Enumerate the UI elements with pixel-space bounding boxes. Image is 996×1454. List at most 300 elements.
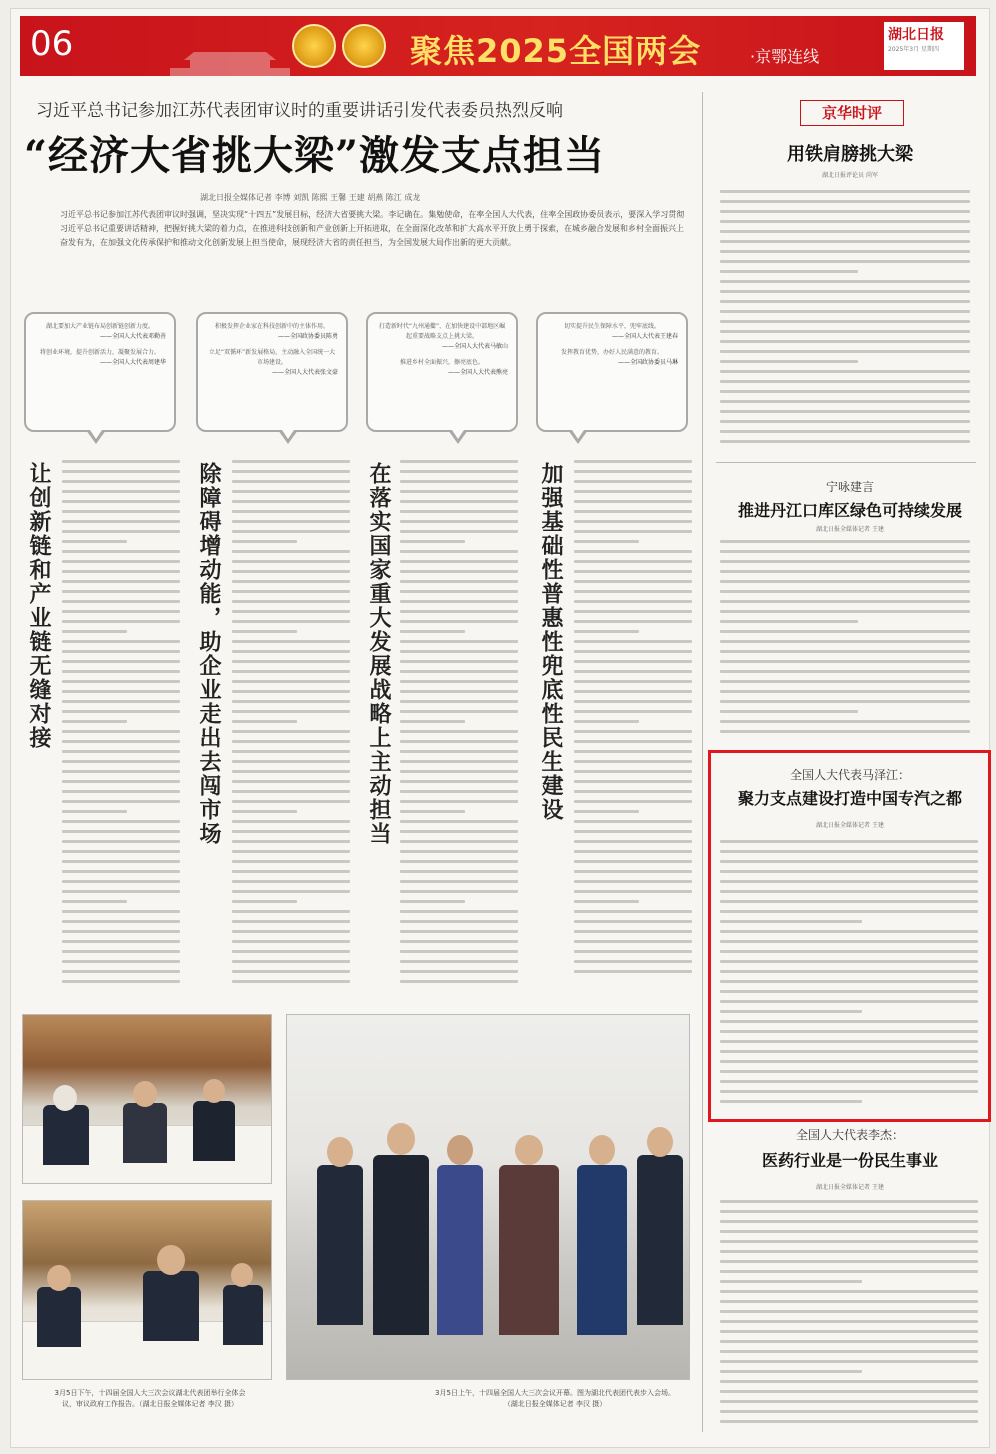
text-line — [62, 750, 180, 753]
text-line — [232, 970, 350, 973]
text-line — [720, 880, 978, 883]
text-line — [400, 720, 465, 723]
text-line — [574, 900, 639, 903]
quote-bubble — [366, 312, 518, 432]
text-line — [720, 1400, 978, 1403]
tiananmen-silhouette-icon — [170, 50, 290, 76]
text-line — [720, 1340, 978, 1343]
text-line — [720, 230, 970, 233]
text-line — [400, 830, 518, 833]
text-line — [232, 810, 297, 813]
text-line — [400, 920, 518, 923]
text-line — [720, 1070, 978, 1073]
text-line — [400, 610, 518, 613]
text-line — [400, 520, 518, 523]
text-line — [400, 620, 518, 623]
page-number: 06 — [30, 24, 74, 64]
masthead-date: 2025年3月 星期四 — [888, 46, 939, 53]
text-line — [62, 910, 180, 913]
text-line — [574, 510, 692, 513]
text-line — [720, 340, 970, 343]
text-line — [574, 910, 692, 913]
photo-person-head — [327, 1137, 353, 1167]
text-line — [62, 950, 180, 953]
text-line — [574, 860, 692, 863]
text-line — [232, 750, 350, 753]
text-line — [62, 670, 180, 673]
text-line — [62, 900, 127, 903]
text-line — [232, 890, 350, 893]
photo-person-head — [647, 1127, 673, 1157]
text-line — [400, 860, 518, 863]
text-line — [62, 720, 127, 723]
text-line — [400, 540, 465, 543]
main-title: “经济大省挑大梁”激发支点担当 — [24, 132, 606, 179]
text-line — [720, 970, 978, 973]
text-line — [62, 480, 180, 483]
text-line — [720, 980, 978, 983]
text-line — [232, 500, 350, 503]
text-line — [720, 1230, 978, 1233]
text-line — [720, 1100, 862, 1103]
photo-person-head — [53, 1085, 77, 1111]
text-line — [574, 550, 692, 553]
text-line — [400, 500, 518, 503]
commentary-body-text — [720, 190, 970, 450]
text-line — [720, 960, 978, 963]
text-line — [574, 560, 692, 563]
text-line — [400, 510, 518, 513]
text-line — [720, 400, 970, 403]
bubble-quote: 发挥教育优势，办好人民满意的教育。 — [560, 349, 663, 356]
text-line — [400, 770, 518, 773]
text-line — [62, 470, 180, 473]
text-line — [232, 660, 350, 663]
text-line — [574, 770, 692, 773]
text-line — [400, 730, 518, 733]
text-line — [232, 460, 350, 463]
text-line — [62, 960, 180, 963]
column-title: 除障碍增动能，助企业走出去闯市场 — [196, 462, 221, 846]
text-line — [720, 870, 978, 873]
text-line — [232, 520, 350, 523]
text-line — [62, 770, 180, 773]
text-line — [62, 610, 180, 613]
text-line — [720, 350, 970, 353]
text-line — [720, 690, 970, 693]
text-line — [574, 820, 692, 823]
photo-person — [317, 1165, 363, 1325]
text-line — [232, 550, 350, 553]
text-line — [574, 710, 692, 713]
text-line — [720, 700, 970, 703]
photo-person — [577, 1165, 627, 1335]
text-line — [232, 760, 350, 763]
page-banner — [20, 16, 976, 76]
text-line — [574, 490, 692, 493]
text-line — [62, 580, 180, 583]
text-line — [720, 950, 978, 953]
text-line — [62, 500, 180, 503]
text-line — [574, 570, 692, 573]
bubble-quote: 打造新时代“九州通衢”，在加快建设中部地区崛起重要战略支点上挑大梁。 — [378, 323, 506, 340]
text-line — [62, 690, 180, 693]
photo-person-head — [447, 1135, 473, 1165]
text-line — [232, 610, 350, 613]
bubble-speaker: ——全国人大代表王建春 — [611, 333, 678, 340]
text-line — [400, 930, 518, 933]
text-line — [232, 840, 350, 843]
text-line — [720, 670, 970, 673]
column-title: 加强基础性普惠性兜底性民生建设 — [538, 462, 563, 822]
text-line — [400, 560, 518, 563]
text-line — [574, 620, 692, 623]
text-line — [62, 630, 127, 633]
text-line — [574, 610, 692, 613]
text-line — [720, 370, 970, 373]
text-line — [720, 1200, 978, 1203]
story4-kicker: 全国人大代表李杰： — [795, 1128, 904, 1142]
text-line — [574, 830, 692, 833]
quote-bubble — [196, 312, 348, 432]
text-line — [720, 1350, 978, 1353]
text-line — [62, 800, 180, 803]
text-line — [720, 1310, 978, 1313]
story3-kicker: 全国人大代表马泽江： — [789, 768, 910, 782]
text-line — [720, 1370, 862, 1373]
text-line — [400, 760, 518, 763]
photo-person-head — [231, 1263, 253, 1287]
text-line — [720, 1300, 978, 1303]
photo-person-head — [47, 1265, 71, 1291]
text-line — [232, 800, 350, 803]
bubble-speaker: ——全国人大代表马敏山 — [441, 343, 508, 350]
text-line — [232, 860, 350, 863]
text-line — [400, 470, 518, 473]
text-line — [574, 970, 692, 973]
text-line — [62, 520, 180, 523]
text-line — [720, 200, 970, 203]
column-body-text — [574, 460, 692, 980]
text-line — [574, 940, 692, 943]
text-line — [232, 930, 350, 933]
text-line — [574, 700, 692, 703]
text-line — [400, 580, 518, 583]
text-line — [232, 590, 350, 593]
story3-title: 聚力支点建设打造中国专汽之都 — [737, 789, 962, 808]
photo-caption-right: 3月5日上午，十四届全国人大三次会议开幕。图为湖北代表团代表步入会场。（湖北日报全媒体记者 李汉 摄） — [435, 1389, 675, 1408]
text-line — [62, 840, 180, 843]
story2-byline: 湖北日报全媒体记者 王建 — [816, 526, 884, 533]
text-line — [232, 600, 350, 603]
text-line — [62, 590, 180, 593]
text-line — [400, 710, 518, 713]
text-line — [720, 220, 970, 223]
text-line — [62, 780, 180, 783]
text-line — [400, 890, 518, 893]
text-line — [720, 920, 862, 923]
text-line — [720, 860, 978, 863]
text-line — [400, 850, 518, 853]
text-line — [574, 740, 692, 743]
bubble-speaker: ——全国人大代表张文豪 — [271, 369, 338, 376]
text-line — [720, 1290, 978, 1293]
text-line — [232, 530, 350, 533]
text-line — [574, 720, 639, 723]
text-line — [400, 900, 465, 903]
text-line — [720, 360, 858, 363]
bubble-speaker: ——全国人大代表周建华 — [99, 359, 166, 366]
text-line — [574, 660, 692, 663]
text-line — [232, 950, 350, 953]
text-line — [720, 540, 970, 543]
photo-person — [373, 1155, 429, 1335]
banner-section: ·京鄂连线 — [750, 47, 820, 66]
photo-person — [637, 1155, 683, 1325]
text-line — [232, 830, 350, 833]
text-line — [62, 510, 180, 513]
text-line — [720, 900, 978, 903]
photo-person — [499, 1165, 559, 1335]
photo-person-head — [133, 1081, 157, 1107]
text-line — [62, 550, 180, 553]
photo-person-head — [515, 1135, 543, 1165]
text-line — [400, 940, 518, 943]
text-line — [720, 260, 970, 263]
text-line — [720, 1280, 862, 1283]
text-line — [574, 850, 692, 853]
text-line — [232, 620, 350, 623]
photo-person — [437, 1165, 483, 1335]
text-line — [232, 710, 350, 713]
text-line — [720, 600, 970, 603]
photo-caption-left: 3月5日下午，十四届全国人大三次会议湖北代表团举行全体会议，审议政府工作报告。（湖北日报全媒体记者 李汉 摄） — [54, 1389, 246, 1408]
text-line — [720, 560, 970, 563]
text-line — [400, 970, 518, 973]
text-line — [720, 1210, 978, 1213]
text-line — [62, 870, 180, 873]
text-line — [574, 600, 692, 603]
text-line — [574, 890, 692, 893]
text-line — [720, 1380, 978, 1383]
text-line — [720, 330, 970, 333]
text-line — [574, 530, 692, 533]
text-line — [574, 460, 692, 463]
text-line — [400, 820, 518, 823]
text-line — [574, 780, 692, 783]
text-line — [232, 580, 350, 583]
text-line — [720, 680, 970, 683]
text-line — [400, 740, 518, 743]
text-line — [232, 730, 350, 733]
text-line — [574, 920, 692, 923]
photo-person-head — [157, 1245, 185, 1275]
text-line — [400, 650, 518, 653]
column-title: 在落实国家重大发展战略上主动担当 — [366, 462, 391, 846]
text-line — [62, 460, 180, 463]
text-line — [400, 840, 518, 843]
text-line — [232, 870, 350, 873]
text-line — [400, 630, 465, 633]
text-line — [400, 690, 518, 693]
text-line — [62, 930, 180, 933]
text-line — [400, 570, 518, 573]
text-line — [62, 640, 180, 643]
text-line — [720, 610, 970, 613]
bubble-tail — [448, 430, 468, 444]
text-line — [400, 880, 518, 883]
text-line — [232, 770, 350, 773]
text-line — [62, 810, 127, 813]
text-line — [62, 730, 180, 733]
section-divider — [716, 462, 976, 463]
text-line — [62, 490, 180, 493]
story2-kicker: 宁咏建言 — [825, 480, 874, 494]
main-lead: 习近平总书记参加江苏代表团审议时强调，坚决实现“十四五”发展目标，经济大省要挑大梁。李记确在。集勉使命，在率全国人大代表，住率全国政协委员表示，要深入学习贯彻习近平总书记重要讲话精神，把握好挑大梁的着力点，在推进科技创新和产业创新上开拓进取，在全面深化改革和扩大高水平开放上勇于探索，在城乡融合发展和乡村全面振兴上奋发有为，在加强文化传承保护和推动文化创新发展上担当使命，展现经济大省的责任担当，为全国发展大局作出新的更大贡献。 — [60, 210, 685, 247]
text-line — [720, 1330, 978, 1333]
text-line — [62, 760, 180, 763]
photo-person — [143, 1271, 199, 1341]
story3-byline: 湖北日报全媒体记者 王建 — [816, 822, 884, 829]
text-line — [574, 580, 692, 583]
text-line — [720, 310, 970, 313]
text-line — [62, 880, 180, 883]
text-line — [720, 1020, 978, 1023]
text-line — [574, 470, 692, 473]
text-line — [400, 590, 518, 593]
text-line — [400, 950, 518, 953]
photo-person-head — [203, 1079, 225, 1103]
text-line — [720, 1250, 978, 1253]
text-line — [574, 870, 692, 873]
text-line — [400, 550, 518, 553]
commentary-byline: 湖北日报评论员 尚军 — [822, 172, 878, 179]
text-line — [400, 800, 518, 803]
text-line — [62, 710, 180, 713]
text-line — [720, 1040, 978, 1043]
text-line — [574, 800, 692, 803]
text-line — [720, 300, 970, 303]
text-line — [720, 590, 970, 593]
text-line — [62, 680, 180, 683]
text-line — [574, 540, 639, 543]
photo-person — [123, 1103, 167, 1163]
text-line — [720, 270, 858, 273]
text-line — [400, 600, 518, 603]
text-line — [574, 670, 692, 673]
text-line — [232, 670, 350, 673]
text-line — [62, 980, 180, 983]
text-line — [720, 930, 978, 933]
text-line — [574, 750, 692, 753]
text-line — [400, 490, 518, 493]
text-line — [232, 680, 350, 683]
photo-person — [43, 1105, 89, 1165]
text-line — [400, 660, 518, 663]
text-line — [720, 730, 970, 733]
column-body-text — [400, 460, 518, 990]
text-line — [720, 620, 858, 623]
text-line — [400, 960, 518, 963]
text-line — [400, 530, 518, 533]
commentary-tag: 京华时评 — [800, 100, 904, 126]
text-line — [400, 810, 465, 813]
text-line — [62, 920, 180, 923]
commentary-title: 用铁肩膀挑大梁 — [787, 144, 913, 165]
text-line — [720, 940, 978, 943]
text-line — [574, 810, 639, 813]
text-line — [720, 570, 970, 573]
bubble-quote: 将创业环境，提升创新活力，凝聚发展合力。 — [39, 349, 160, 356]
text-line — [232, 560, 350, 563]
text-line — [62, 860, 180, 863]
text-line — [400, 460, 518, 463]
text-line — [720, 440, 970, 443]
text-line — [62, 620, 180, 623]
text-line — [720, 1360, 978, 1363]
column-title: 让创新链和产业链无缝对接 — [26, 462, 51, 750]
bubble-tail — [278, 430, 298, 444]
text-line — [574, 690, 692, 693]
text-line — [232, 820, 350, 823]
banner-headline: 聚焦2025全国两会 — [410, 32, 702, 70]
text-line — [720, 1080, 978, 1083]
story2-title: 推进丹江口库区绿色可持续发展 — [737, 501, 962, 520]
story3-body-text — [720, 840, 978, 1110]
text-line — [400, 680, 518, 683]
text-line — [574, 840, 692, 843]
text-line — [720, 320, 970, 323]
text-line — [720, 1060, 978, 1063]
text-line — [400, 870, 518, 873]
text-line — [720, 1220, 978, 1223]
text-line — [720, 280, 970, 283]
text-line — [62, 890, 180, 893]
text-line — [720, 1010, 862, 1013]
text-line — [232, 740, 350, 743]
story2-body-text — [720, 540, 970, 740]
text-line — [232, 850, 350, 853]
story4-body-text — [720, 1200, 978, 1430]
text-line — [232, 470, 350, 473]
text-line — [574, 880, 692, 883]
text-line — [400, 480, 518, 483]
text-line — [720, 580, 970, 583]
text-line — [720, 550, 970, 553]
text-line — [720, 420, 970, 423]
text-line — [232, 480, 350, 483]
text-line — [720, 210, 970, 213]
bubble-quote: 切实提升民生保障水平，兜牢底线。 — [563, 323, 660, 330]
text-line — [720, 710, 858, 713]
text-line — [62, 650, 180, 653]
text-line — [232, 780, 350, 783]
text-line — [232, 490, 350, 493]
bubble-speaker: ——全国政协委员陈勇 — [277, 333, 338, 340]
text-line — [232, 720, 297, 723]
text-line — [232, 920, 350, 923]
text-line — [232, 650, 350, 653]
column-body-text — [232, 460, 350, 990]
photo-delegation-meeting — [22, 1014, 272, 1184]
text-line — [400, 980, 518, 983]
text-line — [720, 1090, 978, 1093]
text-line — [720, 430, 970, 433]
text-line — [232, 900, 297, 903]
bubble-speaker: ——全国人大代表熊亮 — [447, 369, 508, 376]
text-line — [720, 290, 970, 293]
text-line — [62, 830, 180, 833]
